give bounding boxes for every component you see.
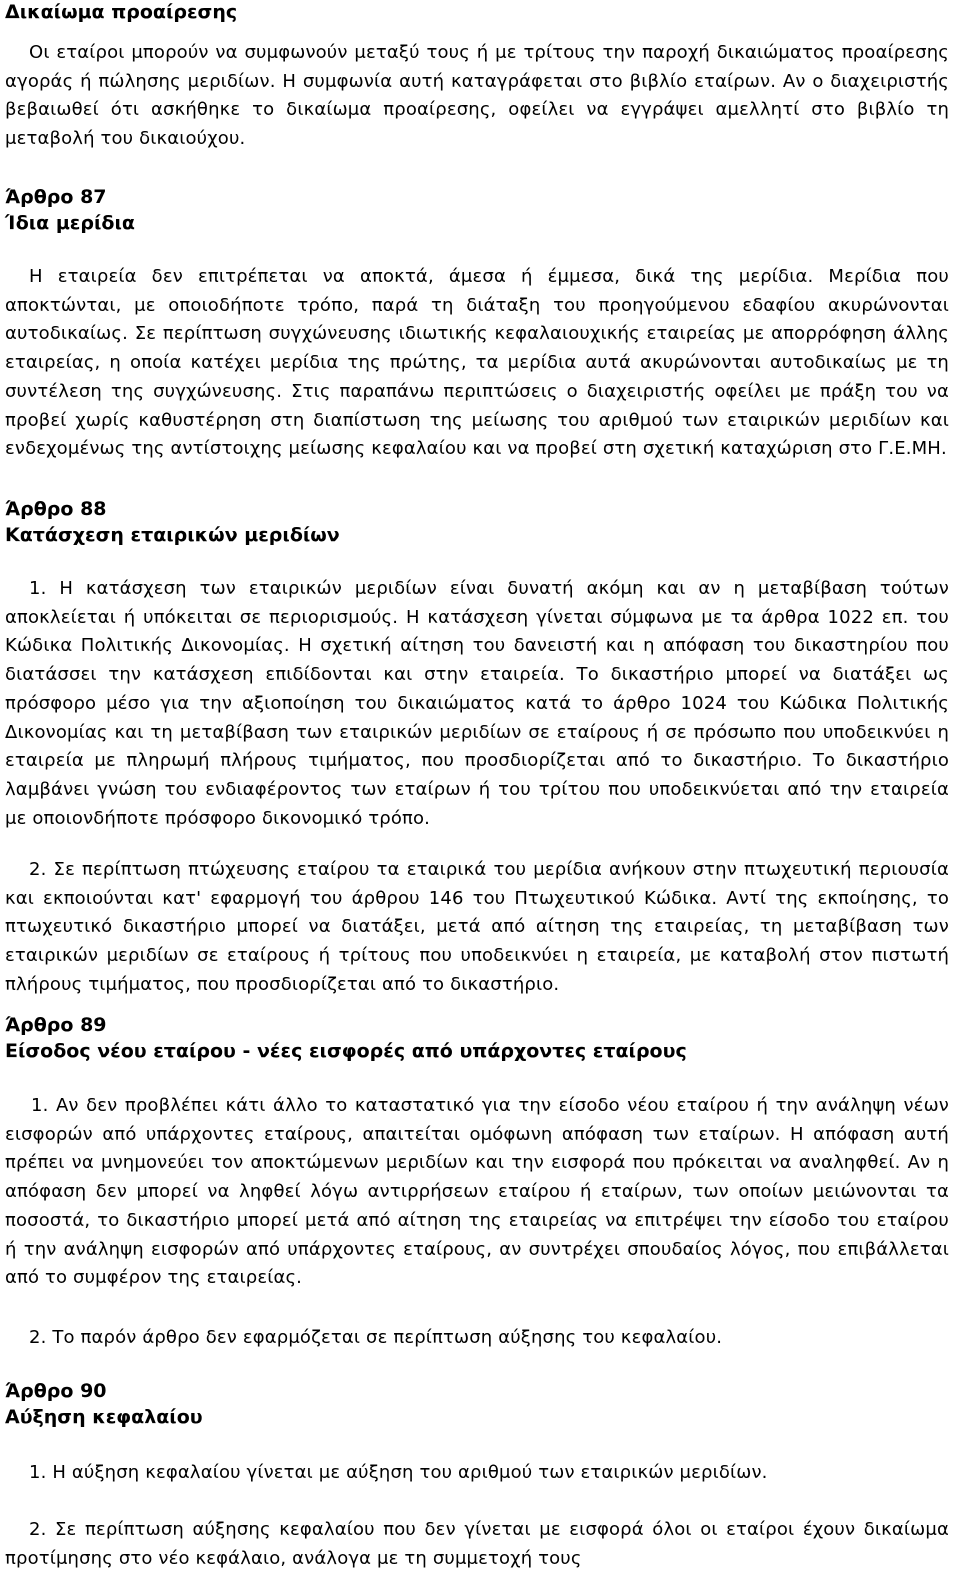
section-title-pre-emption-right: Δικαίωμα προαίρεσης xyxy=(5,1,238,23)
article-90-paragraph-2: 2. Σε περίπτωση αύξησης κεφαλαίου που δεν γίνεται με εισφορά όλοι οι εταίροι έχουν δικαίωμα προτίμησης στο νέο κεφάλαιο, ανάλογα με τη συμμετοχή τους xyxy=(5,1519,949,1569)
article-90-number: Άρθρο 90 xyxy=(5,1380,107,1402)
article-89-paragraph-1: 1. Αν δεν προβλέπει κάτι άλλο το καταστατικό για την είσοδο νέου εταίρου ή την ανάληψη νέων εισφορών από υπάρχοντες εταίρους, απαιτείται ομόφωνη απόφαση των εταίρων. Η απόφαση αυτή πρέπει να μνημονεύει τον αποκτώμενων μεριδίων και την εισφορά που πρόκειται να αναληφθεί. Αν η απόφαση δεν μπορεί να ληφθεί λόγω αντιρρήσεων εταίρου ή εταίρων, των οποίων μειώνονται τα ποσοστά, το δικαστήριο μπορεί μετά από αίτηση της εταιρείας να επιτρέψει την είσοδο του εταίρου ή την ανάληψη εισφορών από υπάρχοντες εταίρους, αν συντρέχει σπουδαίος λόγος, που επιβάλλεται από το συμφέρον της εταιρείας. xyxy=(5,1095,949,1289)
article-87-paragraph: Η εταιρεία δεν επιτρέπεται να αποκτά, άμεσα ή έμμεσα, δικά της μερίδια. Μερίδια που αποκτώνται, με οποιοδήποτε τρόπο, παρά τη διάταξη του προηγούμενου εδαφίου ακυρώνονται αυτοδικαίως. Σε περίπτωση συγχώνευσης ιδιωτικής κεφαλαιουχικής εταιρείας με απορρόφηση άλλης εταιρείας, η οποία κατέχει μερίδια της πρώτης, τα μερίδια αυτά ακυρώνονται αυτοδικαίως με τη συντέλεση της συγχώνευσης. Στις παραπάνω περιπτώσεις ο διαχειριστής οφείλει με πράξη του να προβεί χωρίς καθυστέρηση στη διαπίστωση της μείωσης του αριθμού των εταιρικών μεριδίων και ενδεχομένως της αντίστοιχης μείωσης κεφαλαίου και να προβεί στη σχετική καταχώριση στο Γ.Ε.ΜΗ. xyxy=(5,266,949,460)
article-90-paragraph-1: 1. Η αύξηση κεφαλαίου γίνεται με αύξηση του αριθμού των εταιρικών μεριδίων. xyxy=(29,1462,768,1483)
article-88-paragraph-1: 1. Η κατάσχεση των εταιρικών μεριδίων είναι δυνατή ακόμη και αν η μεταβίβαση τούτων αποκλείεται ή υπόκειται σε περιορισμούς. Η κατάσχεση γίνεται σύμφωνα με τα άρθρα 1022 επ. του Κώδικα Πολιτικής Δικονομίας. Η σχετική αίτηση του δανειστή και η απόφαση του δικαστηρίου που διατάσσει την κατάσχεση επιδίδονται και στην εταιρεία. Το δικαστήριο μπορεί να διατάξει ως πρόσφορο μέσο για την αξιοποίηση του δικαιώματος κατά το άρθρο 1024 του Κώδικα Πολιτικής Δικονομίας και τη μεταβίβαση των εταιρικών μεριδίων σε εταίρους ή σε πρόσωπο που υποδεικνύει η εταιρεία με πληρωμή πλήρους τιμήματος, που προσδιορίζεται από το δικαστήριο. Το δικαστήριο λαμβάνει γνώση του ενδιαφέροντος των εταίρων ή του τρίτου που υποδεικνύεται από την εταιρεία με οποιονδήποτε πρόσφορο δικονομικό τρόπο. xyxy=(5,578,949,829)
article-88-paragraph-2: 2. Σε περίπτωση πτώχευσης εταίρου τα εταιρικά του μερίδια ανήκουν στην πτωχευτική περιουσία και εκποιούνται κατ' εφαρμογή του άρθρου 146 του Πτωχευτικού Κώδικα. Αντί της εκποίησης, το πτωχευτικό δικαστήριο μπορεί να διατάξει, μετά από αίτηση της εταιρείας, τη μεταβίβαση των εταιρικών μεριδίων σε εταίρους ή τρίτους που υποδεικνύει η εταιρεία, με καταβολή στον πιστωτή πλήρους τιμήματος, που προσδιορίζεται από το δικαστήριο. xyxy=(5,859,949,995)
article-89-paragraph-2: 2. Το παρόν άρθρο δεν εφαρμόζεται σε περίπτωση αύξησης του κεφαλαίου. xyxy=(29,1327,723,1348)
article-89-title: Είσοδος νέου εταίρου - νέες εισφορές από υπάρχοντες εταίρους xyxy=(5,1040,687,1062)
article-87-title: Ίδια μερίδια xyxy=(5,212,135,234)
article-89-number: Άρθρο 89 xyxy=(5,1014,107,1036)
article-90-title: Αύξηση κεφαλαίου xyxy=(5,1406,203,1428)
article-88-title: Κατάσχεση εταιρικών μεριδίων xyxy=(5,524,340,546)
article-88-number: Άρθρο 88 xyxy=(5,498,107,520)
pre-emption-paragraph: Οι εταίροι μπορούν να συμφωνούν μεταξύ τους ή με τρίτους την παροχή δικαιώματος προαίρεσης αγοράς ή πώλησης μεριδίων. Η συμφωνία αυτή καταγράφεται στο βιβλίο εταίρων. Αν ο διαχειριστής βεβαιωθεί ότι ασκήθηκε το δικαίωμα προαίρεσης, οφείλει να εγγράψει αμελλητί στο βιβλίο τη μεταβολή του δικαιούχου. xyxy=(5,42,949,150)
article-87-number: Άρθρο 87 xyxy=(5,186,107,208)
